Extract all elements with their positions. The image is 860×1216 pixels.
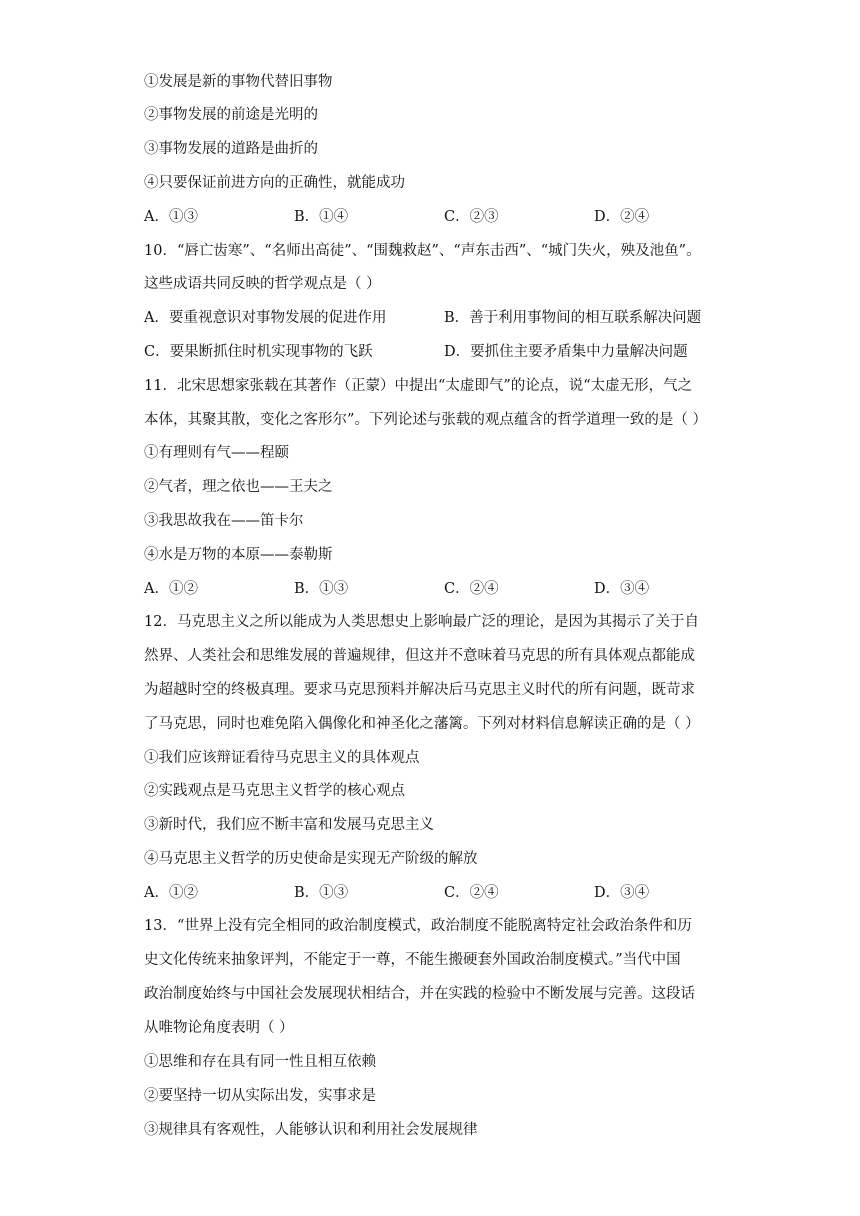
q12-statement-1: ①我们应该辩证看待马克思主义的具体观点 xyxy=(144,750,420,766)
q9-statement-2: ②事物发展的前途是光明的 xyxy=(144,107,318,123)
q12-statement-2: ②实践观点是马克思主义哲学的核心观点 xyxy=(144,783,405,799)
q13-statement-2: ②要坚持一切从实际出发，实事求是 xyxy=(144,1088,376,1104)
q11-statement-3: ③我思故我在——笛卡尔 xyxy=(144,513,304,529)
q13-stem-line-2: 史文化传统来抽象评判，不能定于一尊，不能生搬硬套外国政治制度模式。”当代中国 xyxy=(144,952,681,968)
q12-option-c[interactable]: C．②④ xyxy=(444,885,499,901)
q10-stem-line-2: 这些成语共同反映的哲学观点是（ ） xyxy=(144,276,381,292)
q9-options xyxy=(144,207,764,227)
q9-statement-1: ①发展是新的事物代替旧事物 xyxy=(144,74,333,90)
q9-option-c[interactable]: C．②③ xyxy=(444,209,499,225)
q10-option-c[interactable]: C．要果断抓住时机实现事物的飞跃 xyxy=(144,344,373,360)
q11-option-a[interactable]: A．①② xyxy=(144,581,198,597)
q12-stem-line-2: 然界、人类社会和思维发展的普遍规律，但这并不意味着马克思的所有具体观点都能成 xyxy=(144,648,695,664)
q12-options xyxy=(144,883,764,903)
q9-statement-3: ③事物发展的道路是曲折的 xyxy=(144,141,318,157)
q11-option-c[interactable]: C．②④ xyxy=(444,581,499,597)
q12-statement-4: ④马克思主义哲学的历史使命是实现无产阶级的解放 xyxy=(144,851,478,867)
q10-options-row-2 xyxy=(144,342,764,362)
q11-options xyxy=(144,579,764,599)
q11-stem-line-1: 11．北宋思想家张载在其著作（正蒙）中提出“太虚即气”的论点，说“太虚无形，气之 xyxy=(144,378,693,394)
q13-stem-line-3: 政治制度始终与中国社会发展现状相结合，并在实践的检验中不断发展与完善。这段话 xyxy=(144,986,695,1002)
q9-option-b[interactable]: B．①④ xyxy=(294,209,349,225)
q9-option-a[interactable]: A．①③ xyxy=(144,209,198,225)
q12-stem-line-1: 12．马克思主义之所以能成为人类思想史上影响最广泛的理论，是因为其揭示了关于自 xyxy=(144,614,699,630)
q13-statement-3: ③规律具有客观性，人能够认识和利用社会发展规律 xyxy=(144,1122,478,1138)
q12-stem-line-4: 了马克思，同时也难免陷入偶像化和神圣化之藩篱。下列对材料信息解读正确的是（ ） xyxy=(144,716,700,732)
q10-option-d[interactable]: D．要抓住主要矛盾集中力量解决问题 xyxy=(444,344,688,360)
q12-statement-3: ③新时代，我们应不断丰富和发展马克思主义 xyxy=(144,817,434,833)
q11-stem-line-2: 本体，其聚其散，变化之客形尔”。下列论述与张载的观点蕴含的哲学道理一致的是（ ） xyxy=(144,412,708,428)
q13-stem-line-1: 13．“世界上没有完全相同的政治制度模式，政治制度不能脱离特定社会政治条件和历 xyxy=(144,918,692,934)
q11-statement-4: ④水是万物的本原——泰勒斯 xyxy=(144,547,333,563)
q13-stem-line-4: 从唯物论角度表明（ ） xyxy=(144,1020,294,1036)
q11-option-b[interactable]: B．①③ xyxy=(294,581,349,597)
q9-statement-4: ④只要保证前进方向的正确性，就能成功 xyxy=(144,175,405,191)
q11-statement-1: ①有理则有气——程颐 xyxy=(144,445,289,461)
q11-option-d[interactable]: D．③④ xyxy=(594,581,650,597)
q12-option-a[interactable]: A．①② xyxy=(144,885,198,901)
q13-statement-1: ①思维和存在具有同一性且相互依赖 xyxy=(144,1054,376,1070)
q12-option-d[interactable]: D．③④ xyxy=(594,885,650,901)
q12-stem-line-3: 为超越时空的终极真理。要求马克思预料并解决后马克思主义时代的所有问题，既苛求 xyxy=(144,682,695,698)
q10-option-b[interactable]: B．善于利用事物间的相互联系解决问题 xyxy=(444,310,702,326)
q11-statement-2: ②气者，理之依也——王夫之 xyxy=(144,479,333,495)
q10-options-row-1 xyxy=(144,308,764,328)
q10-option-a[interactable]: A．要重视意识对事物发展的促进作用 xyxy=(144,310,387,326)
q10-stem-line-1: 10．“唇亡齿寒”、“名师出高徒”、“围魏救赵”、“声东击西”、“城门失火，殃及池鱼”。 xyxy=(144,243,701,259)
q12-option-b[interactable]: B．①③ xyxy=(294,885,349,901)
q9-option-d[interactable]: D．②④ xyxy=(594,209,650,225)
